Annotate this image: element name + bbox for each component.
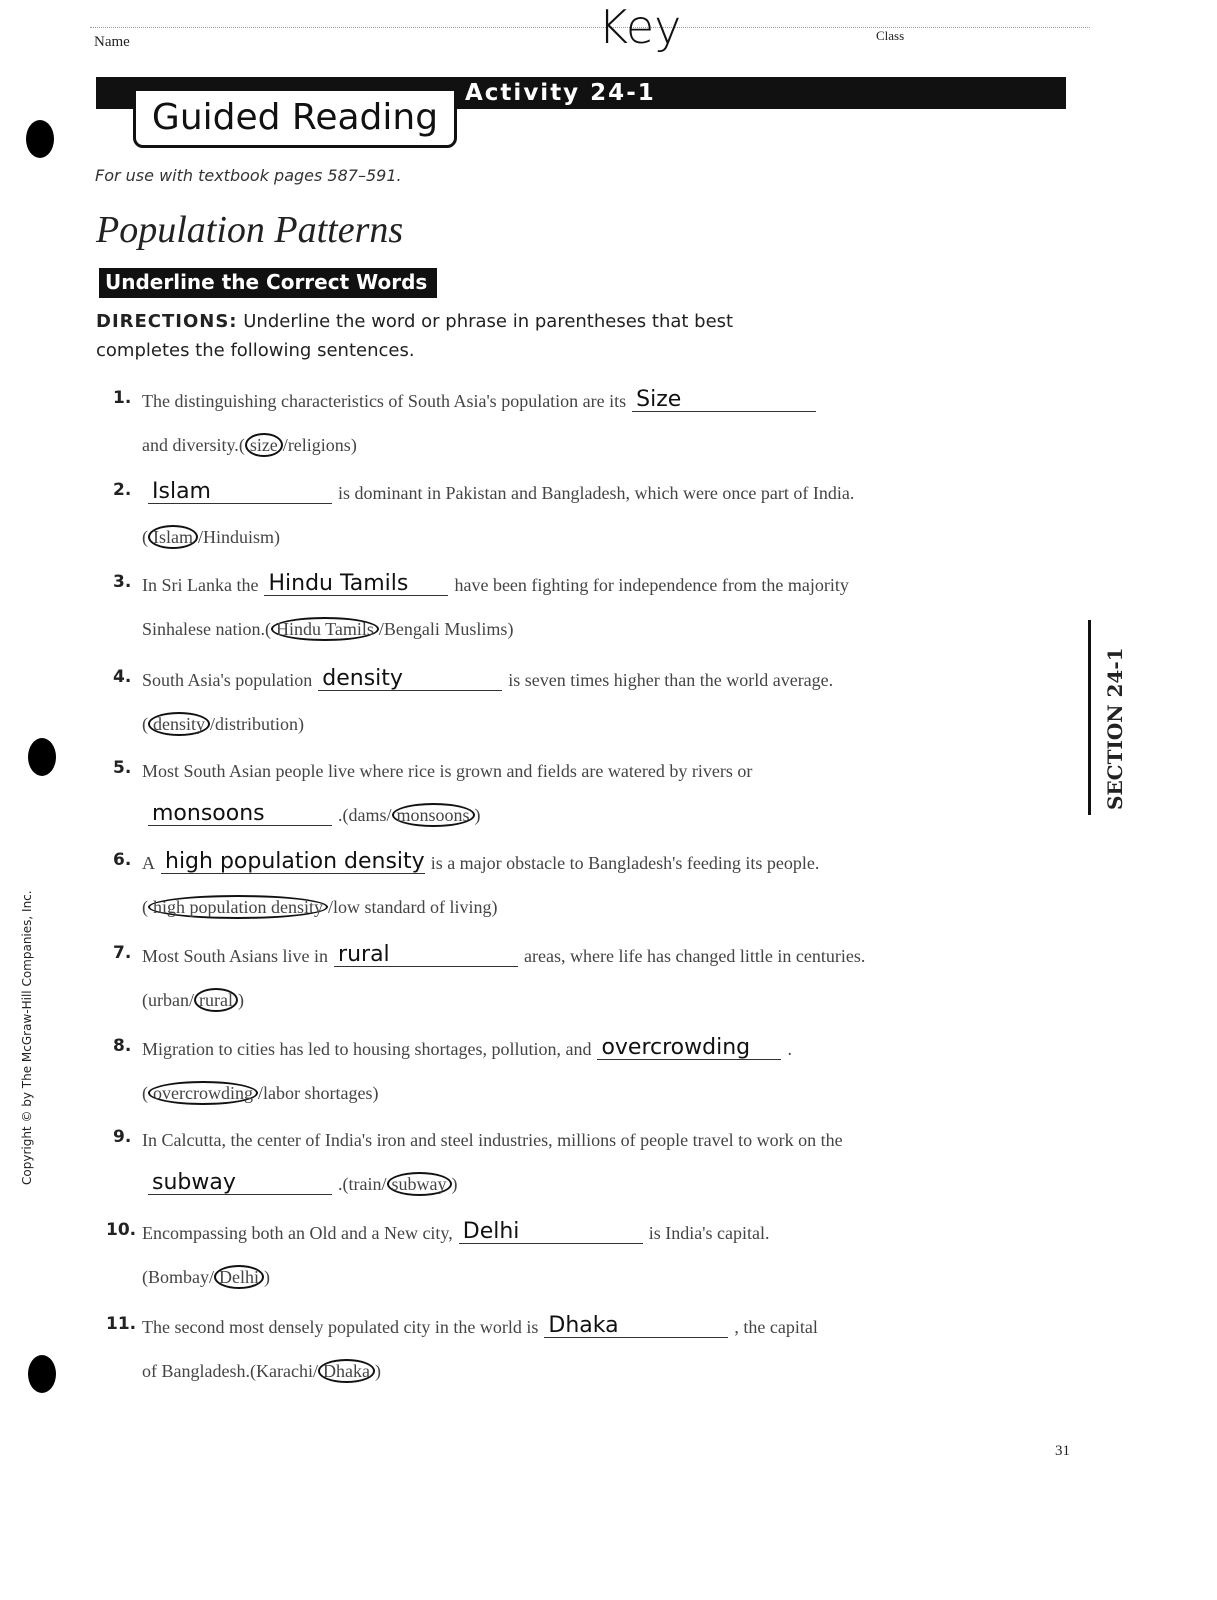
handwritten-answer: subway <box>152 1170 236 1195</box>
question-line <box>142 380 822 412</box>
question-choices-line <box>142 1350 381 1382</box>
question-line <box>142 659 833 691</box>
question-number: 6. <box>113 850 132 870</box>
paren: ) <box>491 897 498 917</box>
paren: ( <box>142 714 148 734</box>
answer-blank[interactable] <box>148 1172 332 1195</box>
choice[interactable]: religions <box>287 435 351 455</box>
separator: / <box>282 435 288 455</box>
question-text: . <box>338 805 343 825</box>
question-choices-line <box>142 794 481 826</box>
question-choices-line <box>142 1256 270 1288</box>
paren: ) <box>237 990 244 1010</box>
question-text: Sinhalese nation. <box>142 619 265 639</box>
circled-choice[interactable]: overcrowding <box>148 1081 258 1105</box>
separator: / <box>381 1174 387 1194</box>
activity-label: Activity 24-1 <box>465 80 656 106</box>
choice[interactable]: Bengali Muslims <box>383 619 508 639</box>
choice[interactable]: Bombay <box>148 1267 209 1287</box>
question-line <box>142 1212 769 1244</box>
separator: / <box>209 1267 215 1287</box>
circled-choice[interactable]: monsoons <box>392 803 475 827</box>
copyright-notice: Copyright © by The McGraw-Hill Companies, Inc. <box>20 890 34 1185</box>
question-text: In Sri Lanka the <box>142 575 259 595</box>
handwritten-answer: Hindu Tamils <box>268 571 409 596</box>
choice[interactable]: labor shortages <box>262 1083 373 1103</box>
circled-choice[interactable]: density <box>148 712 210 736</box>
answer-choices <box>142 714 304 735</box>
answer-choices <box>142 897 498 918</box>
choice[interactable]: Hinduism <box>203 527 275 547</box>
answer-blank[interactable] <box>148 481 332 504</box>
question-line <box>142 750 752 782</box>
paren: ( <box>142 897 148 917</box>
paren: ) <box>507 619 514 639</box>
question-text: A <box>142 853 155 873</box>
circled-choice[interactable]: Delhi <box>214 1265 264 1289</box>
answer-blank[interactable] <box>632 389 816 412</box>
class-label: Class <box>876 28 905 43</box>
page-number: 31 <box>1055 1443 1070 1459</box>
answer-choices <box>142 1083 378 1104</box>
name-label: Name <box>94 34 130 50</box>
question-number: 1. <box>113 388 132 408</box>
answer-blank[interactable] <box>459 1221 643 1244</box>
handwritten-key: Key <box>598 0 682 54</box>
question-text: have been fighting for independence from the majority <box>454 575 849 595</box>
separator: / <box>198 527 204 547</box>
question-text: Encompassing both an Old and a New city, <box>142 1223 453 1243</box>
question-line <box>142 842 819 874</box>
paren: ( <box>264 619 271 639</box>
answer-choices <box>239 435 357 456</box>
question-number: 4. <box>113 667 132 687</box>
separator: / <box>312 1361 318 1381</box>
question-number: 10. <box>106 1220 137 1240</box>
paren: ) <box>298 714 305 734</box>
question-number: 7. <box>113 943 132 963</box>
paren: ) <box>474 805 481 825</box>
textbook-pages-note: For use with textbook pages 587–591. <box>95 166 402 185</box>
question-choices-line <box>142 1163 458 1195</box>
handwritten-answer: Islam <box>152 479 211 504</box>
punch-hole <box>28 738 56 776</box>
handwritten-answer: Size <box>636 387 682 412</box>
circled-choice[interactable]: subway <box>387 1172 452 1196</box>
question-text: In Calcutta, the center of India's iron and steel industries, millions of people travel to work on the <box>142 1130 843 1150</box>
question-text: is seven times higher than the world average. <box>508 670 834 690</box>
answer-blank[interactable] <box>597 1037 781 1060</box>
question-text: The distinguishing characteristics of South Asia's population are its <box>142 391 627 411</box>
section-tab-label: SECTION 24-1 <box>1103 647 1127 810</box>
directions-label: DIRECTIONS: <box>96 311 238 332</box>
paren: ( <box>249 1361 256 1381</box>
answer-blank[interactable] <box>264 573 448 596</box>
handwritten-answer: Dhaka <box>548 1313 619 1338</box>
question-text: and diversity. <box>142 435 239 455</box>
question-line <box>142 472 854 504</box>
paren: ) <box>350 435 357 455</box>
directions <box>96 307 796 365</box>
paren: ) <box>274 527 281 547</box>
answer-choices <box>142 1267 270 1288</box>
question-choices-line <box>142 1072 378 1104</box>
question-text: Most South Asian people live where rice is grown and fields are watered by rivers or <box>142 761 753 781</box>
answer-choices <box>142 527 280 548</box>
answer-blank[interactable] <box>334 944 518 967</box>
answer-blank[interactable] <box>318 668 502 691</box>
answer-choices <box>250 1361 381 1382</box>
question-line <box>142 564 849 596</box>
section-tab <box>1088 620 1137 815</box>
handwritten-answer: density <box>322 666 403 691</box>
section-subhead: Underline the Correct Words <box>99 268 437 298</box>
paren: ( <box>342 1174 349 1194</box>
paren: ) <box>264 1267 271 1287</box>
answer-blank[interactable] <box>544 1315 728 1338</box>
question-number: 8. <box>113 1036 132 1056</box>
paren: ( <box>238 435 245 455</box>
circled-choice[interactable]: high population density <box>148 895 328 919</box>
choice[interactable]: Karachi <box>255 1361 313 1381</box>
paren: ( <box>142 527 148 547</box>
answer-choices <box>343 1174 458 1195</box>
question-choices-line <box>142 516 280 548</box>
choice[interactable]: low standard of living <box>333 897 492 917</box>
choice[interactable]: train <box>348 1174 382 1194</box>
choice[interactable]: dams <box>348 805 387 825</box>
handwritten-answer: monsoons <box>152 801 265 826</box>
separator: / <box>378 619 384 639</box>
paren: ) <box>451 1174 458 1194</box>
question-line <box>142 1119 843 1151</box>
question-number: 3. <box>113 572 132 592</box>
separator: / <box>386 805 392 825</box>
handwritten-answer: rural <box>338 942 390 967</box>
choice[interactable]: urban <box>148 990 189 1010</box>
separator: / <box>188 990 194 1010</box>
question-text: areas, where life has changed little in centuries. <box>524 946 866 966</box>
question-text: The second most densely populated city in the world is <box>142 1317 539 1337</box>
question-number: 11. <box>106 1314 137 1334</box>
question-choices-line <box>142 979 244 1011</box>
question-line <box>142 1028 792 1060</box>
question-choices-line <box>142 703 304 735</box>
paren: ( <box>142 990 148 1010</box>
circled-choice[interactable]: Islam <box>148 525 198 549</box>
handwritten-answer: overcrowding <box>601 1035 751 1060</box>
answer-choices <box>265 619 513 640</box>
question-text: South Asia's population <box>142 670 313 690</box>
question-text: . <box>338 1174 343 1194</box>
separator: / <box>328 897 334 917</box>
question-text: , the capital <box>734 1317 818 1337</box>
handwritten-answer: high population density <box>165 849 425 874</box>
paren: ) <box>374 1361 381 1381</box>
header-rule <box>90 27 1090 28</box>
paren: ( <box>142 1083 148 1103</box>
circled-choice[interactable]: rural <box>194 988 238 1012</box>
answer-choices <box>142 990 244 1011</box>
question-number: 9. <box>113 1127 132 1147</box>
question-text: is dominant in Pakistan and Bangladesh, which were once part of India. <box>338 483 855 503</box>
question-number: 5. <box>113 758 132 778</box>
question-text: Migration to cities has led to housing shortages, pollution, and <box>142 1039 592 1059</box>
directions-text: Underline the word or phrase in parentheses that best completes the following sentences. <box>96 311 734 361</box>
question-line <box>142 935 865 967</box>
question-line <box>142 1306 818 1338</box>
answer-blank[interactable] <box>148 803 332 826</box>
page-title: Population Patterns <box>96 209 404 251</box>
question-choices-line <box>142 424 357 456</box>
choice[interactable]: distribution <box>215 714 299 734</box>
question-text: is India's capital. <box>648 1223 770 1243</box>
question-choices-line <box>142 608 513 640</box>
circled-choice[interactable]: size <box>245 433 283 457</box>
paren: ( <box>142 1267 148 1287</box>
question-choices-line <box>142 886 498 918</box>
question-text: . <box>787 1039 792 1059</box>
question-text: Most South Asians live in <box>142 946 329 966</box>
question-text: is a major obstacle to Bangladesh's feeding its people. <box>430 853 820 873</box>
separator: / <box>210 714 216 734</box>
punch-hole <box>28 1355 56 1393</box>
answer-choices <box>343 805 481 826</box>
paren: ) <box>372 1083 379 1103</box>
question-number: 2. <box>113 480 132 500</box>
guided-reading-label: Guided Reading <box>133 88 457 148</box>
paren: ( <box>342 805 349 825</box>
handwritten-answer: Delhi <box>462 1219 520 1244</box>
separator: / <box>257 1083 263 1103</box>
punch-hole <box>26 120 54 158</box>
circled-choice[interactable]: Dhaka <box>318 1359 375 1383</box>
question-text: of Bangladesh. <box>142 1361 250 1381</box>
circled-choice[interactable]: Hindu Tamils <box>271 617 379 641</box>
answer-blank[interactable] <box>161 851 425 874</box>
